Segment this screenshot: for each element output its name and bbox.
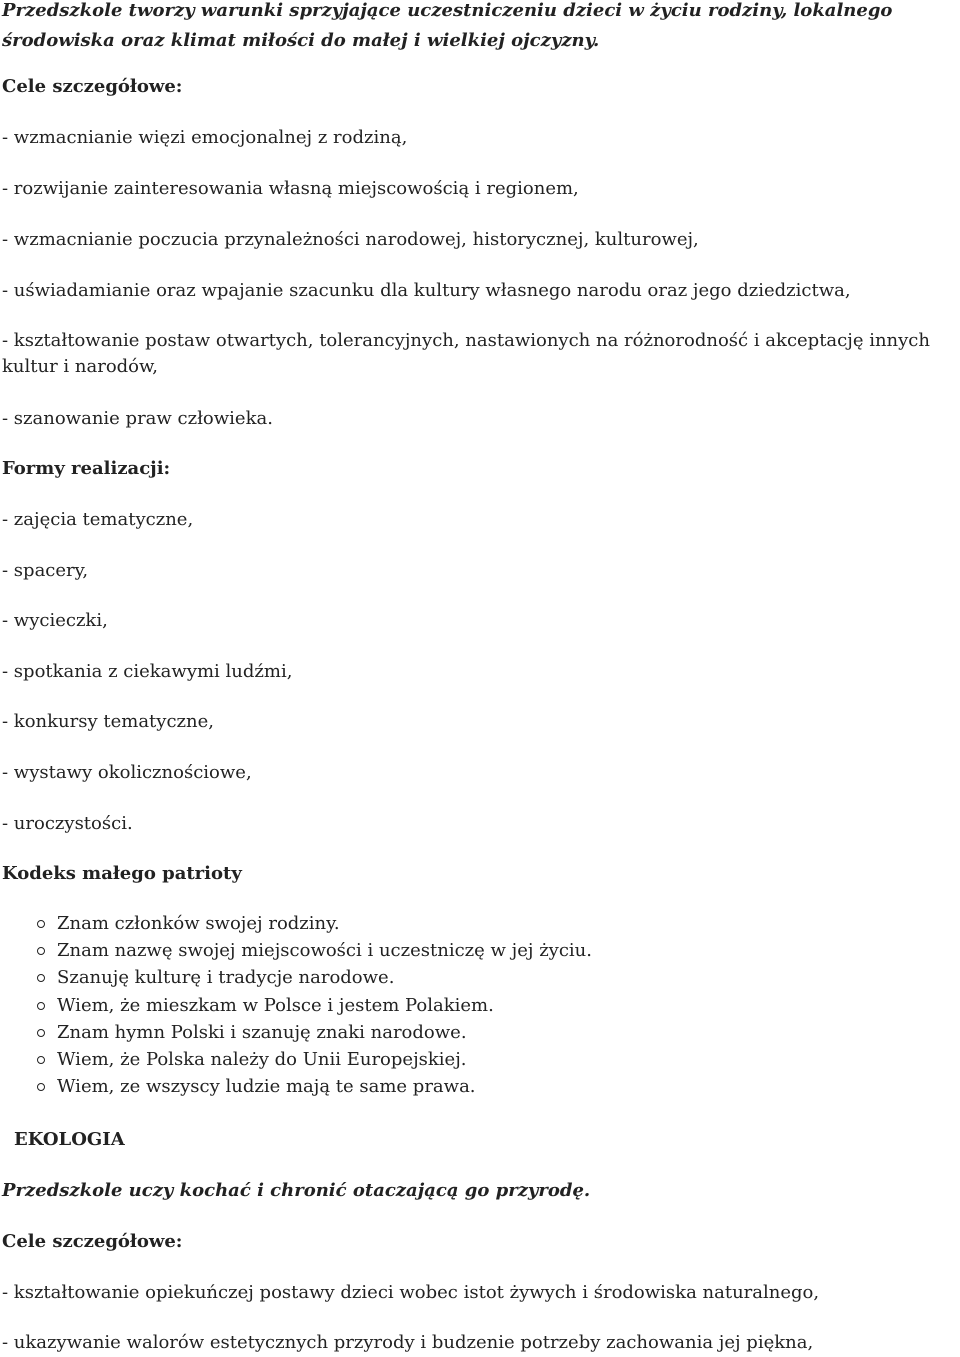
ecology-goal-item: - kształtowanie opiekuńczej postawy dzieci wobec istot żywych i środowiska naturalnego, [2,1282,820,1303]
bullet-icon [37,1029,45,1037]
form-item: - wycieczki, [2,610,108,631]
goal-item: - kształtowanie postaw otwartych, tolerancyjnych, nastawionych na różnorodność i akceptację innych kultur i narodów, [2,330,930,377]
goals-heading: Cele szczegółowe: [2,76,183,97]
goal-item: - wzmacnianie poczucia przynależności narodowej, historycznej, kulturowej, [2,229,699,250]
bullet-icon [37,1056,45,1064]
list-item: Wiem, że mieszkam w Polsce i jestem Polakiem. [0,992,592,1019]
list-item: Znam hymn Polski i szanuję znaki narodowe. [0,1019,592,1046]
form-item: - spotkania z ciekawymi ludźmi, [2,661,293,682]
ecology-motto: Przedszkole uczy kochać i chronić otaczającą go przyrodę. [2,1180,591,1201]
goal-item: - szanowanie praw człowieka. [2,408,273,429]
intro-paragraph: Przedszkole tworzy warunki sprzyjające uczestniczeniu dzieci w życiu rodziny, lokalnego środowiska oraz klimat miłości do małej i wielkiej ojczyzny. [2,0,893,51]
list-item: Znam nazwę swojej miejscowości i uczestniczę w jej życiu. [0,937,592,964]
goal-item: - rozwijanie zainteresowania własną miejscowością i regionem, [2,178,579,199]
goal-item: - uświadamianie oraz wpajanie szacunku dla kultury własnego narodu oraz jego dziedzictwa, [2,280,851,301]
ecology-goals-heading: Cele szczegółowe: [2,1231,183,1252]
ecology-goal-item: - ukazywanie walorów estetycznych przyrody i budzenie potrzeby zachowania jej piękna, [2,1332,814,1353]
form-item: - wystawy okolicznościowe, [2,762,252,783]
list-item: Znam członków swojej rodziny. [0,910,592,937]
forms-heading: Formy realizacji: [2,458,171,479]
bullet-icon [37,1083,45,1091]
form-item: - spacery, [2,560,89,581]
code-list [0,910,592,1100]
ecology-title: EKOLOGIA [14,1129,125,1150]
form-item: - konkursy tematyczne, [2,711,214,732]
bullet-icon [37,1002,45,1010]
goal-item: - wzmacnianie więzi emocjonalnej z rodziną, [2,127,408,148]
bullet-icon [37,974,45,982]
code-heading: Kodeks małego patrioty [2,863,242,884]
form-item: - uroczystości. [2,813,133,834]
bullet-icon [37,920,45,928]
list-item: Szanuję kulturę i tradycje narodowe. [0,964,592,991]
bullet-icon [37,947,45,955]
list-item: Wiem, że Polska należy do Unii Europejskiej. [0,1046,592,1073]
list-item: Wiem, ze wszyscy ludzie mają te same prawa. [0,1073,592,1100]
form-item: - zajęcia tematyczne, [2,509,194,530]
